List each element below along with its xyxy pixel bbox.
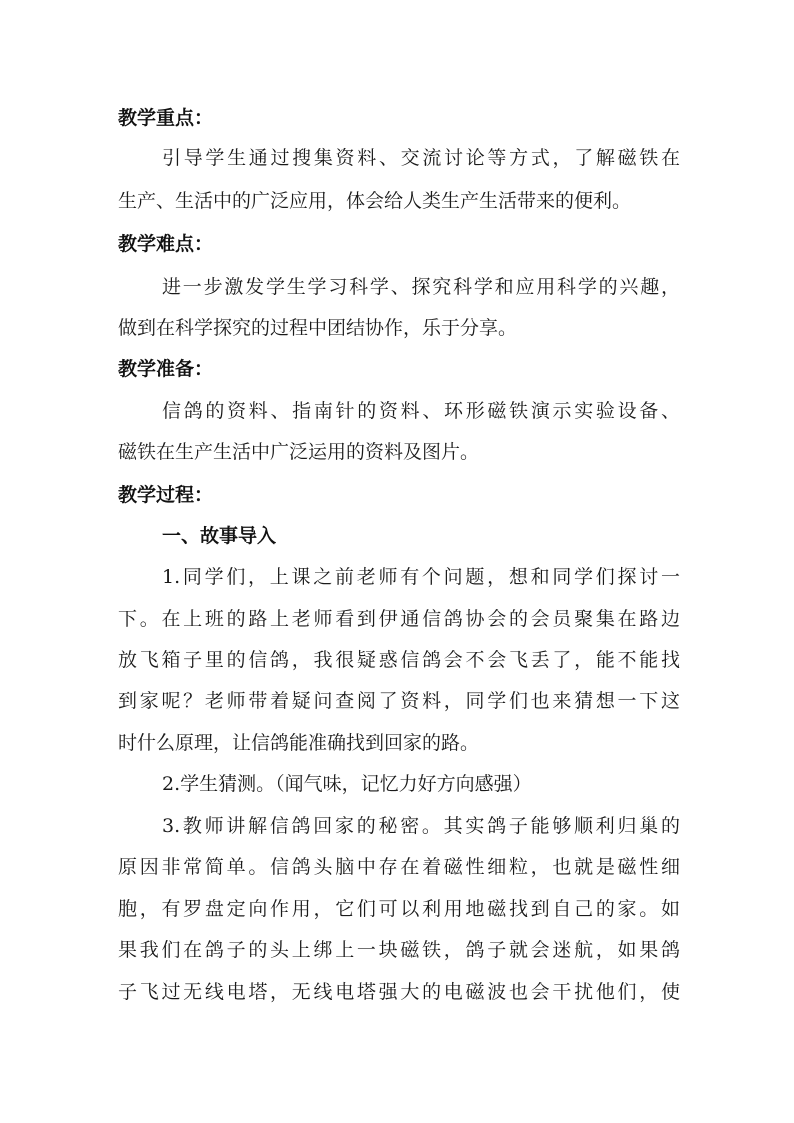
difficulty-line-2: 做到在科学探究的过程中团结协作，乐于分享。 — [118, 317, 518, 339]
item3-line-4: 果我们在鸽子的头上绑上一块磁铁，鸽子就会迷航，如果鸽 — [118, 939, 680, 961]
item3-line-3: 胞，有罗盘定向作用，它们可以利用地磁找到自己的家。如 — [118, 898, 680, 920]
difficulty-line-1: 进一步激发学生学习科学、探究科学和应用科学的兴趣， — [162, 276, 680, 298]
section-heading-process: 教学过程： — [118, 484, 214, 506]
item1-line-2: 下。在上班的路上老师看到伊通信鸽协会的会员聚集在路边 — [118, 608, 680, 630]
item1-line-1: 1.同学们，上课之前老师有个问题，想和同学们探讨一 — [162, 566, 680, 588]
item3-line-5: 子飞过无线电塔，无线电塔强大的电磁波也会干扰他们，使 — [118, 981, 680, 1003]
item1-line-4: 到家呢？老师带着疑问查阅了资料，同学们也来猜想一下这 — [118, 690, 680, 712]
item1-line-5: 时什么原理，让信鸽能准确找到回家的路。 — [118, 732, 480, 754]
section-heading-focus: 教学重点： — [118, 107, 214, 129]
item3-line-1: 3.教师讲解信鸽回家的秘密。其实鸽子能够顺利归巢的 — [162, 815, 680, 837]
focus-line-1: 引导学生通过搜集资料、交流讨论等方式，了解磁铁在 — [162, 147, 680, 169]
section-heading-difficulty: 教学难点： — [118, 233, 214, 255]
item1-line-3: 放飞箱子里的信鸽，我很疑惑信鸽会不会飞丢了，能不能找 — [118, 649, 680, 671]
focus-line-2: 生产、生活中的广泛应用，体会给人类生产生活带来的便利。 — [118, 190, 632, 212]
preparation-line-2: 磁铁在生产生活中广泛运用的资料及图片。 — [118, 441, 480, 463]
item2-line: 2.学生猜测。（闻气味，记忆力好方向感强） — [162, 773, 532, 795]
preparation-line-1: 信鸽的资料、指南针的资料、环形磁铁演示实验设备、 — [162, 400, 680, 422]
process-subheading-story: 一、故事导入 — [162, 525, 277, 547]
section-heading-preparation: 教学准备： — [118, 358, 214, 380]
item3-line-2: 原因非常简单。信鸽头脑中存在着磁性细粒，也就是磁性细 — [118, 856, 680, 878]
